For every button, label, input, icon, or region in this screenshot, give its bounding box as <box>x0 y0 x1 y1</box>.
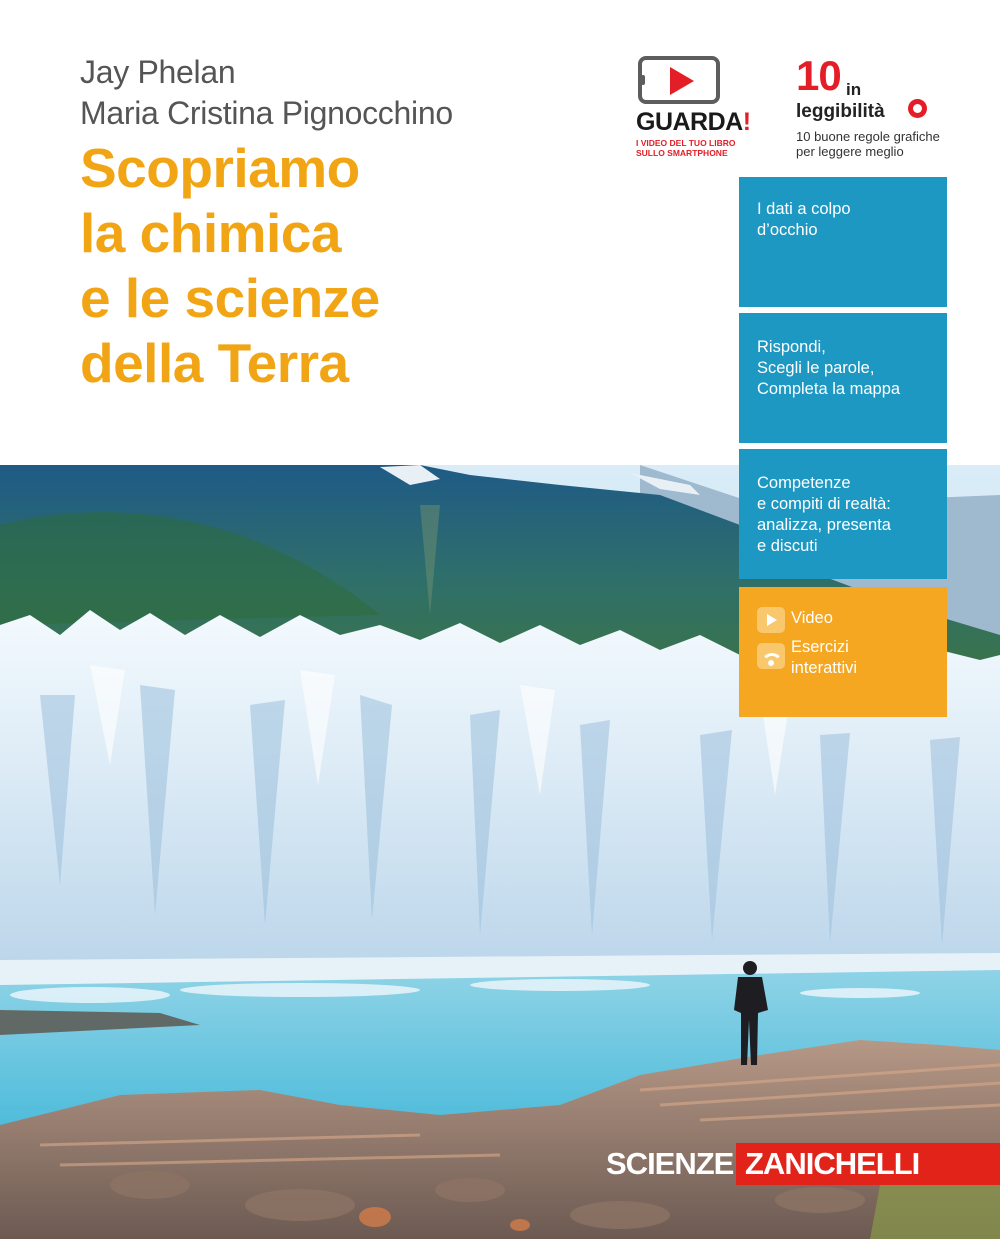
author-2: Maria Cristina Pignocchino <box>80 95 453 131</box>
book-title <box>80 136 380 396</box>
publisher-logo: ZANICHELLI <box>736 1143 1000 1185</box>
guarda-subtitle-line: SULLO SMARTPHONE <box>636 148 728 158</box>
leggibilita-number: 10 <box>796 52 841 99</box>
feature-box-competences <box>739 449 947 579</box>
leggibilita-word: leggibilità <box>796 101 885 122</box>
wifi-icon <box>757 643 785 669</box>
feature-line: e discuti <box>757 537 818 555</box>
feature-line: Scegli le parole, <box>757 359 875 377</box>
play-icon <box>670 67 694 95</box>
feature-line: analizza, presenta <box>757 516 891 534</box>
series-label: SCIENZE <box>606 1146 734 1181</box>
leggibilita-description-line: 10 buone regole grafiche <box>796 129 940 144</box>
guarda-subtitle-line: I VIDEO DEL TUO LIBRO <box>636 138 736 148</box>
feature-line: e compiti di realtà: <box>757 495 891 513</box>
feature-line: Rispondi, <box>757 338 826 356</box>
guarda-logo <box>636 56 768 166</box>
exercise-label-line: interattivi <box>791 659 858 677</box>
guarda-subtitle <box>636 138 736 158</box>
feature-line: I dati a colpo <box>757 200 851 218</box>
guarda-exclamation: ! <box>742 108 751 136</box>
tablet-play-icon <box>638 56 720 104</box>
author-1: Jay Phelan <box>80 54 236 90</box>
feature-box-data <box>739 177 947 307</box>
leggibilita-description-line: per leggere meglio <box>796 144 904 159</box>
guarda-text: GUARDA <box>636 108 743 136</box>
play-icon <box>757 607 785 633</box>
exercise-label-line: Esercizi <box>791 638 849 656</box>
exercise-label <box>791 637 857 679</box>
feature-box-answer <box>739 313 947 443</box>
guarda-word <box>636 108 751 137</box>
authors <box>80 52 453 134</box>
feature-box-media <box>739 587 947 717</box>
feature-line: Competenze <box>757 474 851 492</box>
title-line: Scopriamo <box>80 137 360 199</box>
leggibilita-in: in <box>846 80 862 99</box>
ribbon-badge-icon <box>908 99 927 118</box>
glacier-landscape-image <box>0 465 1000 1239</box>
title-line: la chimica <box>80 202 341 264</box>
cover-photo <box>0 465 1000 1239</box>
feature-line: d’occhio <box>757 221 818 239</box>
video-label: Video <box>791 609 833 627</box>
title-line: e le scienze <box>80 267 380 329</box>
feature-line: Completa la mappa <box>757 380 901 398</box>
leggibilita-logo <box>796 52 966 166</box>
leggibilita-description <box>796 129 940 159</box>
title-line: della Terra <box>80 332 349 394</box>
tablet-camera <box>641 75 645 85</box>
